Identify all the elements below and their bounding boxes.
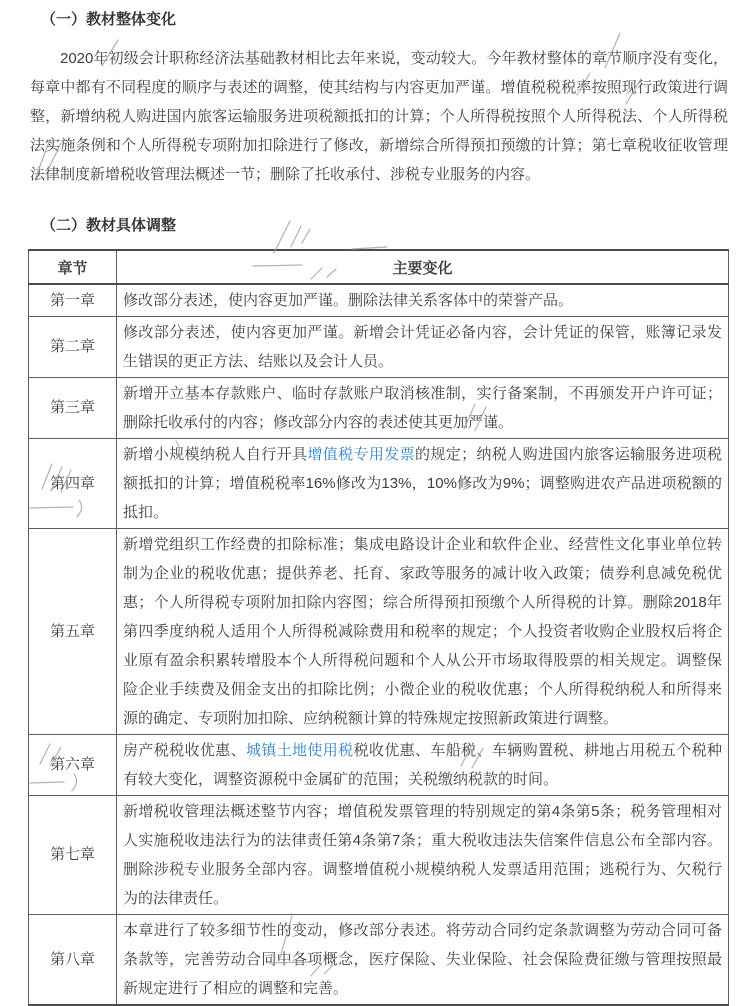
overall-changes-paragraph: 2020年初级会计职称经济法基础教材相比去年来说，变动较大。今年教材整体的章节顺序没有变化，每章中都有不同程度的顺序与表述的调整，使其结构与内容更加严谨。增值税税税率按照现行政策进行调整，新增纳税人购进国内旅客运输服务进项税额抵扣的计算；个人所得税按照个人所得税法、个人所得税法实施条例和个人所得税专项附加扣除进行了修改，新增综合所得预扣预缴的计算；第七章税收征收管理法律制度新增税收管理法概述一节；删除了托收承付、涉税专业服务的内容。 [30,50,728,183]
keyword-link[interactable]: 增值税专用发票 [307,446,415,463]
column-header-chapter: 章节 [29,250,117,284]
changes-cell: 本章进行了较多细节性的变动，修改部分表述。将劳动合同约定条款调整为劳动合同可备条款等，完善劳动合同中各项概念，医疗保险、失业保险、社会保险费征缴与管理按照最新规定进行了相应的调整和完善。 [117,915,729,1006]
changes-cell: 修改部分表述，使内容更加严谨。新增会计凭证必备内容，会计凭证的保管，账簿记录发生错误的更正方法、结账以及会计人员。 [117,317,729,378]
table-row [29,735,729,796]
chapter-cell: 第一章 [29,284,117,317]
changes-table [28,249,729,1006]
table-row [29,796,729,915]
chapter-cell: 第二章 [29,317,117,378]
table-row [29,529,729,735]
column-header-main-changes: 主要变化 [117,250,729,284]
changes-cell: 新增小规模纳税人自行开具增值税专用发票的规定；纳税人购进国内旅客运输服务进项税额抵扣的计算；增值税税率16%修改为13%，10%修改为9%；调整购进农产品进项税额的抵扣。 [117,439,729,529]
chapter-cell: 第四章 [29,439,117,529]
chapter-cell: 第六章 [29,735,117,796]
chapter-cell: 第七章 [29,796,117,915]
changes-cell: 新增开立基本存款账户、临时存款账户取消核准制，实行备案制，不再颁发开户许可证；删除托收承付的内容；修改部分内容的表述使其更加严谨。 [117,378,729,439]
keyword-link[interactable]: 城镇土地使用税 [245,742,354,759]
chapter-cell: 第五章 [29,529,117,735]
changes-cell: 房产税税收优惠、城镇土地使用税税收优惠、车船税、车辆购置税、耕地占用税五个税种有较大变化，调整资源税中金属矿的范围；关税缴纳税款的时间。 [117,735,729,796]
section-heading-detail-adjustments: （二）教材具体调整 [41,217,177,234]
table-row [29,284,729,317]
table-row [29,439,729,529]
table-row [29,317,729,378]
table-row [29,378,729,439]
chapter-cell: 第三章 [29,378,117,439]
changes-cell: 新增税收管理法概述整节内容；增值税发票管理的特别规定的第4条第5条；税务管理相对人实施税收违法行为的法律责任第4条第7条；重大税收违法失信案件信息公布全部内容。删除涉税专业服务全部内容。调整增值税小规模纳税人发票适用范围；逃税行为、欠税行为的法律责任。 [117,796,729,915]
changes-cell: 修改部分表述，使内容更加严谨。删除法律关系客体中的荣誉产品。 [117,284,729,317]
chapter-cell: 第八章 [29,915,117,1006]
table-row [29,915,729,1006]
table-header-row [29,250,729,284]
changes-cell: 新增党组织工作经费的扣除标准；集成电路设计企业和软件企业、经营性文化事业单位转制为企业的税收优惠；提供养老、托育、家政等服务的减计收入政策；债券利息减免税优惠；个人所得税专项附加扣除内容图；综合所得预扣预缴个人所得税的计算。删除2018年第四季度纳税人适用个人所得税减除费用和税率的规定；个人投资者收购企业股权后将企业原有盈余积累转增股本个人所得税问题和个人从公开市场取得股票的相关规定。调整保险企业手续费及佣金支出的扣除比例；小微企业的税收优惠；个人所得税纳税人和所得来源的确定、专项附加扣除、应纳税额计算的特殊规定按照新政策进行调整。 [117,529,729,735]
changes-table-body [29,284,729,1005]
section-heading-overall-changes: （一）教材整体变化 [41,11,177,28]
